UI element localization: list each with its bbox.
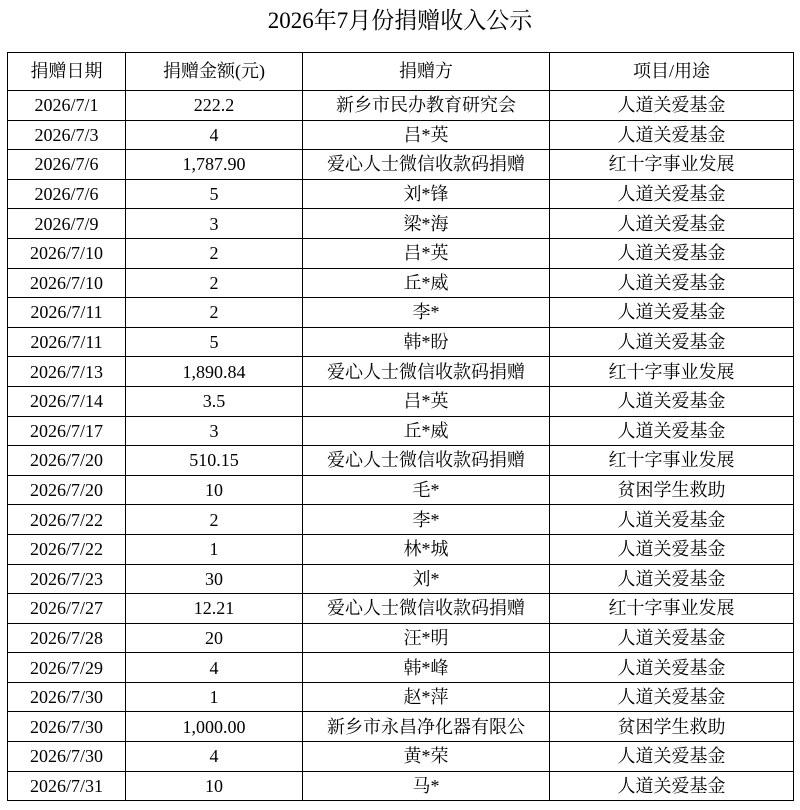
cell-donation-amount: 510.15 [126,446,303,476]
cell-donation-date: 2026/7/23 [8,564,126,594]
cell-donor: 爱心人士微信收款码捐赠 [303,594,550,624]
cell-donation-date: 2026/7/20 [8,475,126,505]
cell-donation-amount: 1 [126,534,303,564]
cell-donor: 马* [303,771,550,801]
cell-donation-amount: 4 [126,653,303,683]
cell-project-purpose: 红十字事业发展 [550,357,794,387]
cell-donation-date: 2026/7/11 [8,327,126,357]
cell-donation-date: 2026/7/1 [8,91,126,121]
table-row [8,268,794,298]
cell-donor: 梁*海 [303,209,550,239]
header-project-purpose: 项目/用途 [550,53,794,91]
table-row [8,209,794,239]
cell-donor: 汪*明 [303,623,550,653]
cell-project-purpose: 人道关爱基金 [550,386,794,416]
cell-donation-date: 2026/7/14 [8,386,126,416]
cell-donation-date: 2026/7/29 [8,653,126,683]
table-row [8,446,794,476]
cell-donation-date: 2026/7/6 [8,150,126,180]
cell-donation-date: 2026/7/13 [8,357,126,387]
cell-project-purpose: 红十字事业发展 [550,150,794,180]
cell-project-purpose: 人道关爱基金 [550,298,794,328]
table-row [8,682,794,712]
cell-donation-amount: 2 [126,505,303,535]
cell-donation-amount: 4 [126,742,303,772]
cell-donation-amount: 2 [126,268,303,298]
cell-donor: 林*城 [303,534,550,564]
header-donation-date: 捐赠日期 [8,53,126,91]
cell-project-purpose: 人道关爱基金 [550,505,794,535]
header-donation-amount: 捐赠金额(元) [126,53,303,91]
cell-donation-amount: 1,000.00 [126,712,303,742]
cell-donor: 李* [303,505,550,535]
table-row [8,120,794,150]
cell-donation-amount: 30 [126,564,303,594]
cell-donation-amount: 1,787.90 [126,150,303,180]
cell-donation-date: 2026/7/30 [8,742,126,772]
cell-donation-amount: 12.21 [126,594,303,624]
table-row [8,653,794,683]
cell-donor: 李* [303,298,550,328]
cell-project-purpose: 人道关爱基金 [550,771,794,801]
table-row [8,594,794,624]
cell-donation-date: 2026/7/10 [8,238,126,268]
cell-donation-date: 2026/7/20 [8,446,126,476]
table-row [8,416,794,446]
table-row [8,91,794,121]
cell-project-purpose: 人道关爱基金 [550,416,794,446]
cell-donor: 爱心人士微信收款码捐赠 [303,357,550,387]
cell-donor: 吕*英 [303,386,550,416]
cell-donation-amount: 5 [126,327,303,357]
cell-donor: 爱心人士微信收款码捐赠 [303,446,550,476]
table-row [8,712,794,742]
cell-donor: 新乡市永昌净化器有限公 [303,712,550,742]
table-row [8,150,794,180]
table-row [8,771,794,801]
cell-project-purpose: 人道关爱基金 [550,327,794,357]
table-row [8,623,794,653]
cell-donor: 爱心人士微信收款码捐赠 [303,150,550,180]
cell-project-purpose: 人道关爱基金 [550,742,794,772]
cell-donor: 丘*威 [303,416,550,446]
cell-project-purpose: 人道关爱基金 [550,682,794,712]
page-title: 2026年7月份捐赠收入公示 [267,8,533,33]
table-row [8,534,794,564]
cell-donation-amount: 20 [126,623,303,653]
cell-project-purpose: 红十字事业发展 [550,594,794,624]
cell-project-purpose: 人道关爱基金 [550,238,794,268]
cell-donor: 韩*峰 [303,653,550,683]
cell-donor: 吕*英 [303,238,550,268]
cell-project-purpose: 贫困学生救助 [550,712,794,742]
cell-project-purpose: 人道关爱基金 [550,120,794,150]
cell-project-purpose: 红十字事业发展 [550,446,794,476]
cell-donation-date: 2026/7/31 [8,771,126,801]
cell-donor: 黄*荣 [303,742,550,772]
table-row [8,564,794,594]
cell-donation-amount: 2 [126,298,303,328]
cell-project-purpose: 人道关爱基金 [550,91,794,121]
cell-donation-date: 2026/7/30 [8,712,126,742]
table-row [8,475,794,505]
cell-donation-amount: 3 [126,416,303,446]
cell-project-purpose: 人道关爱基金 [550,653,794,683]
cell-donation-amount: 10 [126,475,303,505]
table-row [8,179,794,209]
cell-donor: 韩*盼 [303,327,550,357]
cell-donor: 毛* [303,475,550,505]
cell-donation-date: 2026/7/27 [8,594,126,624]
cell-project-purpose: 人道关爱基金 [550,209,794,239]
table-row [8,327,794,357]
cell-donation-date: 2026/7/3 [8,120,126,150]
cell-donor: 刘* [303,564,550,594]
table-row [8,238,794,268]
cell-donation-amount: 1,890.84 [126,357,303,387]
cell-donation-date: 2026/7/22 [8,505,126,535]
cell-donation-amount: 4 [126,120,303,150]
table-header-row [8,53,794,91]
table-row [8,357,794,387]
donation-table [7,52,794,801]
cell-donor: 新乡市民办教育研究会 [303,91,550,121]
table-row [8,505,794,535]
cell-donation-date: 2026/7/11 [8,298,126,328]
cell-donation-date: 2026/7/10 [8,268,126,298]
cell-project-purpose: 贫困学生救助 [550,475,794,505]
cell-donation-amount: 10 [126,771,303,801]
header-donor: 捐赠方 [303,53,550,91]
cell-donation-date: 2026/7/6 [8,179,126,209]
cell-donor: 刘*锋 [303,179,550,209]
cell-donor: 丘*威 [303,268,550,298]
cell-donation-date: 2026/7/17 [8,416,126,446]
cell-donation-amount: 1 [126,682,303,712]
cell-project-purpose: 人道关爱基金 [550,564,794,594]
cell-donation-amount: 2 [126,238,303,268]
cell-project-purpose: 人道关爱基金 [550,623,794,653]
cell-donation-date: 2026/7/9 [8,209,126,239]
table-row [8,386,794,416]
table-row [8,298,794,328]
cell-donation-amount: 3 [126,209,303,239]
table-row [8,742,794,772]
cell-project-purpose: 人道关爱基金 [550,268,794,298]
cell-donation-amount: 222.2 [126,91,303,121]
cell-donation-amount: 5 [126,179,303,209]
cell-donation-amount: 3.5 [126,386,303,416]
cell-donation-date: 2026/7/30 [8,682,126,712]
cell-donation-date: 2026/7/22 [8,534,126,564]
cell-project-purpose: 人道关爱基金 [550,179,794,209]
cell-donation-date: 2026/7/28 [8,623,126,653]
cell-project-purpose: 人道关爱基金 [550,534,794,564]
cell-donor: 赵*萍 [303,682,550,712]
cell-donor: 吕*英 [303,120,550,150]
